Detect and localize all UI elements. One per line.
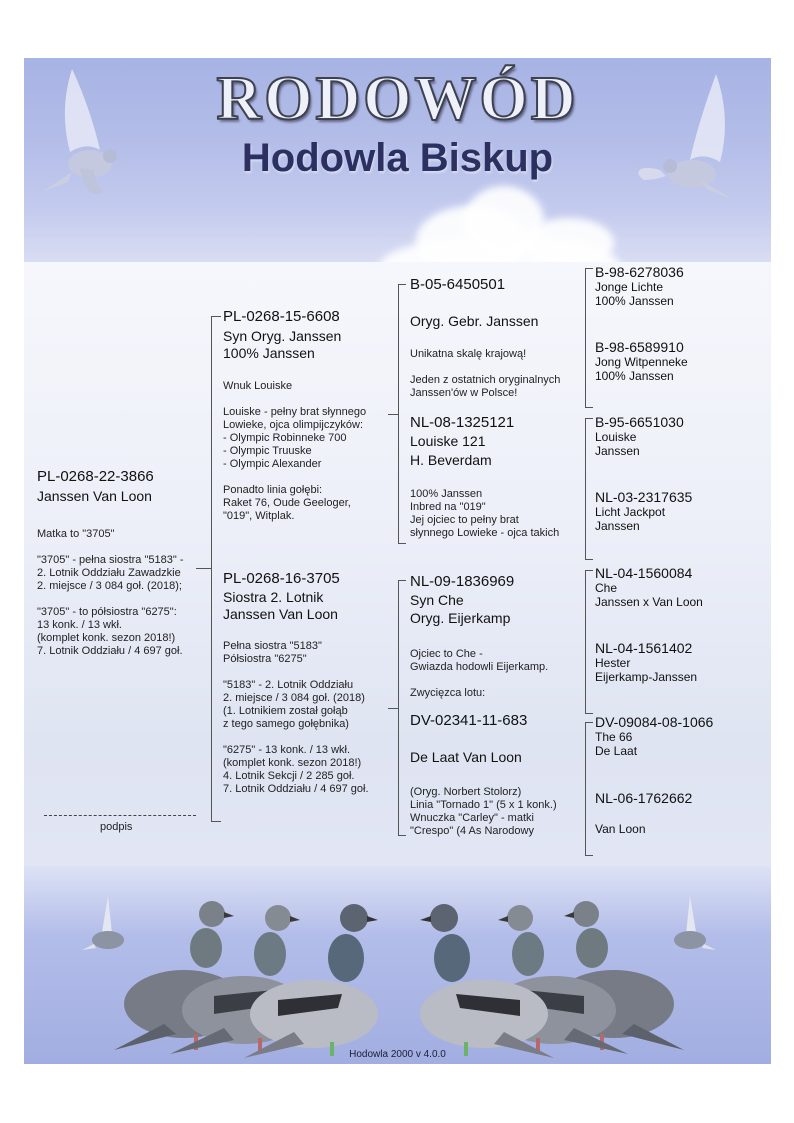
ggp-line2: Eijerkamp-Janssen xyxy=(595,670,698,685)
ggp-line2: Van Loon xyxy=(595,822,646,837)
connector-bird xyxy=(196,568,211,569)
ggp-line1: Jonge Lichte xyxy=(595,280,664,294)
gp-ff-ring: B-05-6450501 xyxy=(410,276,506,293)
ggp-line1 xyxy=(595,806,692,820)
note-line: Raket 76, Oude Geeloger, xyxy=(223,497,351,509)
note-line: 2. Lotnik Oddziału Zawadzkie xyxy=(37,567,181,579)
gp-ff-name: Oryg. Gebr. Janssen xyxy=(410,313,539,329)
note-line: "6275" - 13 konk. / 13 wkł. xyxy=(223,744,351,756)
note-line xyxy=(223,471,366,484)
note-line: - Olympic Alexander xyxy=(223,458,322,470)
ggp-line1: Hester xyxy=(595,656,631,670)
note-line xyxy=(37,541,183,554)
signature-label: podpis xyxy=(100,821,133,833)
note-line: z tego samego gołębnika) xyxy=(223,718,349,730)
father-notes xyxy=(223,380,366,523)
gp-mm-name: De Laat Van Loon xyxy=(410,749,522,765)
note-line: Unikatna skalę krajową! xyxy=(410,348,527,360)
pedigree-sheet xyxy=(24,58,771,1064)
note-line: Ponadto linia gołębi: xyxy=(223,484,323,496)
note-line xyxy=(223,731,369,744)
gp-mf-ring: NL-09-1836969 xyxy=(410,573,515,590)
note-line: 7. Lotnik Oddziału / 4 697 goł. xyxy=(37,645,183,657)
bracket-mother-parents xyxy=(398,580,406,836)
software-version: Hodowla 2000 v 4.0.0 xyxy=(349,1049,446,1060)
gp-mf-name: Syn Che xyxy=(410,592,464,608)
note-line: "5183" - 2. Lotnik Oddziału xyxy=(223,679,354,691)
ggp-line2: Janssen x Van Loon xyxy=(595,595,703,610)
note-line: (Oryg. Norbert Stolorz) xyxy=(410,786,522,798)
gp-fm-line2: H. Beverdam xyxy=(410,452,492,468)
note-line: Inbred na "019" xyxy=(410,501,486,513)
note-line: "3705" - to półsiostra "6275": xyxy=(37,606,177,618)
note-line: (1. Lotnikiem został gołąb xyxy=(223,705,348,717)
header-banner xyxy=(24,58,771,262)
bird-name: Janssen Van Loon xyxy=(37,488,152,504)
note-line xyxy=(223,666,369,679)
note-line: Ojciec to Che - xyxy=(410,648,483,660)
note-line: Lowieke, ojca olimpijczyków: xyxy=(223,419,363,431)
note-line: słynnego Lowieke - ojca takich xyxy=(410,527,560,539)
note-line: Matka to "3705" xyxy=(37,528,115,540)
note-line: Jej ojciec to pełny brat xyxy=(410,514,519,526)
ggp-entry-6 xyxy=(595,640,697,684)
father-ring: PL-0268-15-6608 xyxy=(223,308,340,325)
bracket-ggp-1 xyxy=(585,268,593,408)
note-line: 2. miejsce / 3 084 goł. (2018); xyxy=(37,580,182,592)
signature-line xyxy=(44,815,196,816)
note-line xyxy=(410,674,548,687)
ggp-ring: NL-04-1561402 xyxy=(595,640,693,656)
father-line2: 100% Janssen xyxy=(223,345,315,361)
note-line: Louiske - pełny brat słynnego xyxy=(223,406,367,418)
note-line: Janssen'ów w Polsce! xyxy=(410,387,518,399)
bird-ring: PL-0268-22-3866 xyxy=(37,468,154,485)
breeder-name: Hodowla Biskup xyxy=(241,136,554,180)
ggp-entry-4 xyxy=(595,489,692,533)
ggp-line2: 100% Janssen xyxy=(595,369,674,384)
note-line: (komplet konk. sezon 2018!) xyxy=(223,757,362,769)
bracket-ggp-2 xyxy=(585,418,593,560)
ggp-line1: Jong Witpenneke xyxy=(595,355,688,369)
note-line: Pełna siostra "5183" xyxy=(223,640,322,652)
bird-notes xyxy=(37,528,183,658)
note-line: 13 konk. / 13 wkł. xyxy=(37,619,122,631)
ggp-line2: Janssen xyxy=(595,519,640,534)
note-line: - Olympic Robinneke 700 xyxy=(223,432,347,444)
ggp-line2: Janssen xyxy=(595,444,640,459)
note-line: Zwycięzca lotu: xyxy=(410,687,486,699)
ggp-ring: NL-06-1762662 xyxy=(595,790,693,806)
bracket-ggp-3 xyxy=(585,570,593,714)
page-title: RODOWÓD xyxy=(216,65,579,133)
note-line: 2. miejsce / 3 084 goł. (2018) xyxy=(223,692,365,704)
mother-name: Siostra 2. Lotnik xyxy=(223,589,324,605)
gp-fm-name: Louiske 121 xyxy=(410,433,486,449)
ggp-line1: The 66 xyxy=(595,730,633,744)
note-line: "3705" - pełna siostra "5183" - xyxy=(37,554,184,566)
note-line: 7. Lotnik Oddziału / 4 697 goł. xyxy=(223,783,369,795)
ggp-entry-3 xyxy=(595,414,684,458)
mother-ring: PL-0268-16-3705 xyxy=(223,570,340,587)
gp-mm-notes xyxy=(410,786,557,838)
note-line: Gwiazda hodowli Eijerkamp. xyxy=(410,661,549,673)
ggp-entry-8 xyxy=(595,790,692,836)
gp-fm-notes xyxy=(410,488,559,540)
ggp-ring: NL-03-2317635 xyxy=(595,489,693,505)
ggp-entry-1 xyxy=(595,264,684,308)
bracket-parents xyxy=(211,316,221,822)
gp-mf-line2: Oryg. Eijerkamp xyxy=(410,610,511,626)
gp-fm-ring: NL-08-1325121 xyxy=(410,414,515,431)
ggp-entry-5 xyxy=(595,565,703,609)
ggp-entry-2 xyxy=(595,339,688,383)
father-name: Syn Oryg. Janssen xyxy=(223,328,342,344)
bracket-father-parents xyxy=(398,284,406,544)
ggp-entry-7 xyxy=(595,714,713,758)
ggp-line1: Che xyxy=(595,581,618,595)
pigeons-left-icon xyxy=(74,874,394,1064)
note-line: Linia "Tornado 1" (5 x 1 konk.) xyxy=(410,799,557,811)
ggp-line2: De Laat xyxy=(595,744,638,759)
note-line: (komplet konk. sezon 2018!) xyxy=(37,632,176,644)
ggp-ring: B-98-6278036 xyxy=(595,264,684,280)
note-line: 4. Lotnik Sekcji / 2 285 goł. xyxy=(223,770,355,782)
note-line: - Olympic Truuske xyxy=(223,445,312,457)
gp-mm-ring: DV-02341-11-683 xyxy=(410,712,528,729)
footer-banner xyxy=(24,866,771,1064)
ggp-ring: B-95-6651030 xyxy=(595,414,684,430)
note-line: 100% Janssen xyxy=(410,488,483,500)
note-line: "019", Witplak. xyxy=(223,510,295,522)
ggp-line2: 100% Janssen xyxy=(595,294,674,309)
connector-father xyxy=(388,414,398,415)
connector-mother xyxy=(388,708,398,709)
note-line xyxy=(37,593,183,606)
ggp-line1: Louiske xyxy=(595,430,637,444)
ggp-ring: DV-09084-08-1066 xyxy=(595,714,714,730)
note-line: Wnuczka "Carley" - matki xyxy=(410,812,534,824)
pigeons-right-icon xyxy=(404,874,724,1064)
mother-line2: Janssen Van Loon xyxy=(223,606,338,622)
ggp-ring: NL-04-1560084 xyxy=(595,565,693,581)
gp-mf-notes xyxy=(410,648,548,700)
note-line: "Crespo" (4 As Narodowy xyxy=(410,825,534,837)
ggp-line1: Licht Jackpot xyxy=(595,505,666,519)
gp-ff-notes xyxy=(410,348,560,400)
note-line xyxy=(410,361,560,374)
note-line: Półsiostra "6275" xyxy=(223,653,307,665)
bracket-ggp-4 xyxy=(585,722,593,856)
note-line: Wnuk Louiske xyxy=(223,380,293,392)
note-line: Jeden z ostatnich oryginalnych xyxy=(410,374,561,386)
ggp-ring: B-98-6589910 xyxy=(595,339,684,355)
mother-notes xyxy=(223,640,369,796)
note-line xyxy=(223,393,366,406)
